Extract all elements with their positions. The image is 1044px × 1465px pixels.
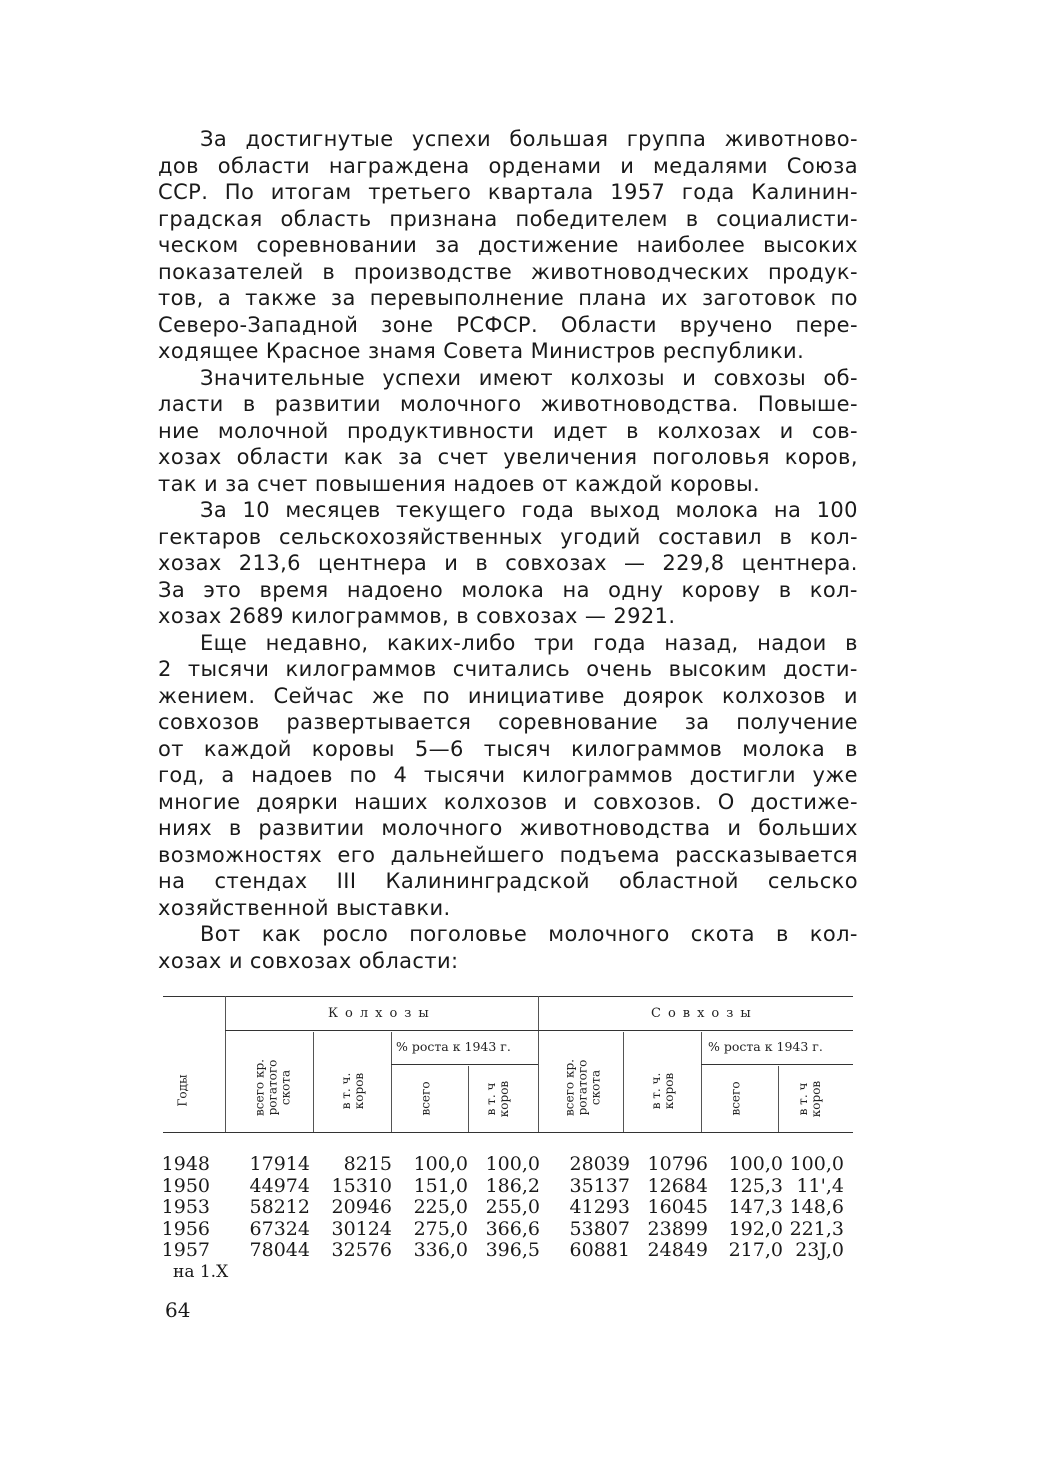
word: животноводства.	[540, 392, 739, 416]
word: счет	[437, 445, 489, 469]
value-cell: 275,0	[413, 1217, 468, 1240]
word: За	[200, 127, 228, 151]
word: ние	[158, 418, 200, 443]
word: показателей	[158, 259, 304, 284]
word: Северо-Западной	[158, 312, 359, 337]
text-line	[158, 868, 858, 895]
text-line	[158, 762, 858, 789]
word: достиже-	[750, 789, 858, 814]
word: сов-	[812, 418, 858, 443]
word: килограммов	[285, 657, 437, 681]
word: коров,	[784, 445, 858, 469]
word: инициативе	[467, 683, 605, 708]
word: градская	[158, 206, 263, 231]
table-row	[161, 1174, 850, 1198]
value-cell: 396,5	[485, 1239, 540, 1261]
word: время	[259, 577, 329, 602]
word: дости-	[783, 657, 858, 681]
word: ССР.	[158, 180, 209, 204]
word: недавно,	[265, 630, 369, 655]
text-line	[158, 418, 858, 445]
word: многие	[158, 789, 241, 814]
word: колхозах	[657, 418, 762, 443]
text-line: ходящее Красное знамя Совета Министров республики.	[158, 339, 805, 363]
word: колхозов	[722, 683, 826, 708]
word: высоких	[763, 233, 858, 257]
year-cell: 1957	[161, 1239, 210, 1261]
word: за	[398, 445, 423, 469]
word: года	[521, 498, 575, 522]
value-cell: 186,2	[485, 1174, 540, 1197]
word: и	[563, 789, 578, 814]
value-cell: 67324	[249, 1217, 310, 1240]
word: имеют	[478, 365, 554, 390]
word: это	[203, 577, 242, 602]
word: награждена	[328, 153, 470, 178]
word: также	[245, 286, 317, 310]
table-row	[161, 1217, 850, 1241]
word: сельско	[767, 869, 858, 893]
word: тысяч	[483, 736, 552, 761]
value-cell: 23899	[647, 1217, 708, 1240]
word: развитии	[274, 392, 381, 416]
page-number: 64	[165, 1298, 191, 1322]
word: в	[626, 418, 639, 443]
word: за	[435, 233, 460, 257]
year-cell: 1956	[161, 1217, 210, 1240]
word: пере-	[795, 312, 858, 337]
value-cell: 148,6	[789, 1196, 844, 1218]
value-cell: 35137	[569, 1174, 630, 1197]
word: угодий	[560, 524, 641, 549]
value-cell: 221,3	[789, 1217, 844, 1240]
word: килограммов	[522, 763, 674, 787]
word: доярки	[256, 789, 339, 814]
word: на	[562, 577, 590, 602]
word: подъема	[559, 842, 661, 867]
value-cell: 100,0	[413, 1153, 468, 1175]
value-cell: 125,3	[728, 1174, 783, 1197]
word: 10	[242, 498, 270, 522]
word: тысячи	[423, 763, 506, 787]
word: За	[158, 577, 186, 602]
text-line	[158, 630, 858, 657]
word: развитии	[258, 816, 365, 840]
growth-header-kolkhoz: % роста к 1943 г.	[396, 1039, 511, 1054]
word: заготовок	[701, 286, 817, 310]
word: ласти	[158, 392, 224, 416]
word: соревновании	[256, 233, 418, 257]
col-cows-sovkhoz: в т. ч. коров	[649, 1072, 676, 1110]
value-cell: 28039	[569, 1153, 630, 1175]
word: 100	[816, 498, 858, 522]
col-all-kolkhoz: всего	[418, 1081, 433, 1116]
value-cell: 20946	[331, 1196, 392, 1218]
word: каждой	[203, 736, 292, 761]
word: совхозов	[158, 710, 260, 734]
word: как	[343, 445, 384, 469]
word: наиболее	[636, 233, 746, 257]
word: колхозы	[570, 365, 666, 390]
word: надоено	[346, 577, 444, 602]
word: За	[200, 498, 228, 522]
word: доярок	[622, 683, 705, 708]
word: года	[681, 180, 735, 204]
word: по	[830, 286, 858, 310]
word: Вот	[200, 922, 241, 946]
word: области	[236, 445, 329, 469]
text-line: хозах 2689 килограммов, в совхозах — 2921.	[158, 604, 676, 628]
word: молочного	[548, 922, 670, 946]
word: орденами	[488, 153, 602, 178]
word: производстве	[353, 259, 513, 284]
value-cell: 366,6	[485, 1217, 540, 1240]
word: области	[217, 153, 311, 178]
word: молочной	[217, 418, 329, 443]
word: возможностях	[158, 842, 323, 867]
text-line	[158, 789, 858, 816]
word: колхозов	[443, 789, 548, 814]
word: кол-	[809, 922, 858, 946]
word: от	[158, 736, 184, 761]
word: По	[224, 180, 255, 204]
word: же	[371, 683, 405, 708]
word: совхозов.	[593, 789, 702, 814]
word: росло	[322, 922, 389, 946]
word: продуктивности	[347, 418, 535, 443]
value-cell: 12684	[647, 1174, 708, 1197]
text-line: так и за счет повышения надоев от каждой коровы.	[158, 471, 761, 496]
value-cell: 225,0	[413, 1196, 468, 1218]
word: победителем	[515, 206, 668, 231]
value-cell: 30124	[331, 1217, 392, 1240]
word: год,	[158, 763, 205, 787]
value-cell: 44974	[249, 1174, 310, 1197]
word: поголовье	[409, 922, 528, 946]
value-cell: 100,0	[728, 1153, 783, 1175]
word: совхозы	[713, 365, 807, 390]
word: Области	[560, 312, 657, 337]
word: и	[727, 816, 742, 840]
value-cell: 151,0	[413, 1174, 468, 1197]
word: ческом	[158, 233, 239, 257]
word: как	[261, 922, 302, 946]
word: РСФСР.	[456, 312, 539, 337]
word: и	[843, 683, 858, 708]
word: стендах	[214, 869, 308, 893]
value-cell: 17914	[249, 1153, 310, 1175]
word: Повыше-	[757, 392, 858, 416]
word: совхозах	[505, 551, 607, 575]
value-cell: 217,0	[728, 1239, 783, 1261]
word: и	[779, 418, 794, 443]
word: зоне	[381, 312, 434, 337]
word: увеличения	[503, 445, 638, 469]
word: а	[221, 763, 235, 787]
word: ниях	[158, 816, 213, 840]
word: месяцев	[285, 498, 381, 522]
word: получение	[736, 710, 858, 734]
word: развертывается	[286, 710, 472, 734]
value-cell: 78044	[249, 1239, 310, 1261]
value-cell: 192,0	[728, 1217, 783, 1240]
value-cell: 336,0	[413, 1239, 468, 1261]
text-line	[158, 842, 858, 869]
word: по	[422, 683, 450, 708]
word: продук-	[768, 259, 858, 284]
text-line	[158, 683, 858, 710]
text-line	[158, 524, 858, 551]
word: в	[778, 577, 792, 602]
word: высоким	[668, 657, 767, 681]
text-line: хозах и совхозах области:	[158, 948, 459, 973]
word: Сейчас	[273, 683, 354, 708]
word: животноводства	[519, 816, 711, 840]
word: и	[620, 153, 635, 178]
word: и	[444, 551, 459, 575]
group-sovkhoz: Совхозы	[651, 1006, 758, 1021]
word: молока	[675, 498, 759, 522]
value-cell: 58212	[249, 1196, 310, 1218]
text-line	[158, 126, 858, 153]
word: кол-	[809, 524, 858, 549]
word: вручено	[679, 312, 773, 337]
word: назад,	[664, 630, 739, 655]
year-cell: 1953	[161, 1196, 210, 1218]
word: три	[534, 630, 575, 655]
word: тысячи	[187, 657, 270, 681]
text-line	[158, 365, 858, 392]
word: молока	[742, 736, 826, 761]
word: скота	[690, 922, 755, 946]
value-cell: 8215	[343, 1153, 392, 1175]
text-line	[158, 444, 858, 471]
col-all-sovkhoz: всего	[728, 1081, 743, 1116]
word: килограммов	[571, 736, 723, 761]
word: их	[660, 286, 688, 310]
word: перевыполнение	[369, 286, 565, 310]
word: года	[593, 630, 646, 655]
value-cell: 41293	[569, 1196, 630, 1218]
word: центнера	[317, 551, 428, 575]
livestock-table-body	[161, 1153, 850, 1262]
value-cell: 100,0	[485, 1153, 540, 1175]
value-cell: 16045	[647, 1196, 708, 1218]
word: Калинин-	[751, 180, 858, 204]
text-line	[158, 232, 858, 259]
value-cell: 255,0	[485, 1196, 540, 1218]
col-years: Годы	[175, 1074, 190, 1107]
word: О	[717, 789, 735, 814]
livestock-table-header	[163, 996, 853, 1136]
word: Калининградской	[385, 869, 590, 893]
word: поголовья	[652, 445, 770, 469]
text-line	[158, 656, 858, 683]
word: медалями	[653, 153, 768, 178]
word: 213,6	[238, 551, 301, 575]
word: одну	[608, 577, 664, 602]
word: надои	[757, 630, 827, 655]
word: хозах	[158, 445, 222, 469]
word: Союза	[786, 153, 858, 178]
word: корову	[681, 577, 761, 602]
word: молочного	[381, 816, 503, 840]
word: 5—6	[414, 736, 464, 761]
word: III	[336, 869, 357, 893]
value-cell: 32576	[331, 1239, 392, 1261]
text-line	[158, 736, 858, 763]
text-line	[158, 312, 858, 339]
word: признана	[389, 206, 498, 231]
col-total-kolkhoz: всего кр. рогатого скота	[252, 1059, 293, 1116]
word: очень	[586, 657, 653, 681]
col-incl-cows-sovkhoz: в т. ч коров	[796, 1080, 823, 1118]
word: Еще	[200, 630, 248, 655]
word: на	[773, 498, 802, 522]
word: сельскохозяйственных	[279, 524, 543, 549]
word: и	[682, 365, 697, 390]
table-row	[161, 1239, 850, 1262]
word: по	[349, 763, 377, 787]
word: гектаров	[158, 524, 262, 549]
word: в	[242, 392, 256, 416]
word: составил	[658, 524, 762, 549]
word: 1957	[610, 180, 666, 204]
word: его	[337, 842, 376, 867]
col-cows-kolkhoz: в т. ч. коров	[339, 1072, 366, 1110]
word: достигли	[689, 763, 796, 787]
word: животноводческих	[530, 259, 750, 284]
word: областной	[619, 869, 739, 893]
text-line	[158, 577, 858, 604]
value-cell: 23J,0	[795, 1239, 844, 1261]
word: в	[845, 736, 858, 761]
value-cell: 24849	[647, 1239, 708, 1261]
word: жением.	[158, 683, 256, 708]
word: выход	[589, 498, 661, 522]
word: успехи	[382, 365, 462, 390]
word: на	[158, 869, 186, 893]
word: рассказывается	[675, 842, 858, 867]
word: в	[775, 922, 789, 946]
text-line	[158, 815, 858, 842]
word: плана	[578, 286, 647, 310]
word: квартала	[487, 180, 594, 204]
word: дов	[158, 153, 199, 178]
word: текущего	[396, 498, 507, 522]
table-row	[161, 1196, 850, 1219]
word: каких-либо	[386, 630, 516, 655]
group-kolkhoz: Колхозы	[328, 1006, 436, 1021]
text-line	[158, 259, 858, 286]
word: об-	[823, 365, 858, 390]
word: группа	[626, 127, 707, 151]
word: а	[217, 286, 232, 310]
value-cell: 100,0	[789, 1153, 844, 1175]
text-line	[158, 206, 858, 233]
word: тов,	[158, 286, 204, 310]
year-cell: 1950	[161, 1174, 210, 1197]
value-cell: 60881	[569, 1239, 630, 1261]
text-line	[158, 285, 858, 312]
word: третьего	[368, 180, 472, 204]
value-cell: 15310	[331, 1174, 392, 1197]
table-row	[161, 1153, 850, 1176]
word: за	[684, 710, 710, 734]
value-cell: 147,3	[728, 1196, 783, 1218]
word: в	[685, 206, 699, 231]
word: центнера.	[741, 551, 858, 575]
text-line: хозяйственной выставки.	[158, 895, 451, 920]
word: достигнутые	[245, 127, 394, 151]
word: в	[322, 259, 336, 284]
word: соревнование	[498, 710, 659, 734]
word: в	[228, 816, 242, 840]
word: достижение	[477, 233, 619, 257]
word: 2	[158, 657, 172, 681]
word: социалисти-	[716, 206, 858, 231]
word: в	[779, 524, 793, 549]
body-text	[158, 126, 858, 974]
table-note: на 1.X	[173, 1262, 229, 1282]
growth-header-sovkhoz: % роста к 1943 г.	[708, 1039, 823, 1054]
word: животново-	[724, 127, 858, 151]
word: за	[330, 286, 356, 310]
word: Значительные	[200, 365, 366, 390]
word: идет	[552, 418, 608, 443]
word: кол-	[809, 577, 858, 602]
word: молока	[461, 577, 545, 602]
word: надоев	[251, 763, 333, 787]
word: больших	[758, 816, 858, 840]
value-cell: 53807	[569, 1217, 630, 1240]
word: —	[623, 551, 646, 575]
col-incl-cows-kolkhoz: в т. ч коров	[484, 1080, 511, 1118]
word: считались	[452, 657, 571, 681]
word: 229,8	[662, 551, 725, 575]
text-line	[158, 153, 858, 180]
word: коровы	[311, 736, 395, 761]
text-line	[158, 179, 858, 206]
word: итогам	[270, 180, 352, 204]
value-cell: 11',4	[796, 1174, 844, 1197]
word: область	[280, 206, 372, 231]
year-cell: 1948	[161, 1153, 210, 1175]
col-total-sovkhoz: всего кр. рогатого скота	[562, 1059, 603, 1116]
word: уже	[812, 763, 858, 787]
word: молочного	[400, 392, 522, 416]
text-line	[158, 391, 858, 418]
word: хозах	[158, 551, 222, 575]
value-cell: 10796	[647, 1153, 708, 1175]
word: в	[845, 630, 858, 655]
word: в	[475, 551, 489, 575]
word: наших	[354, 789, 428, 814]
word: успехи	[411, 127, 491, 151]
word: большая	[509, 127, 609, 151]
text-line	[158, 550, 858, 577]
text-line	[158, 921, 858, 948]
text-line	[158, 497, 858, 524]
word: 4	[393, 763, 408, 787]
word: дальнейшего	[390, 842, 545, 867]
text-line	[158, 709, 858, 736]
